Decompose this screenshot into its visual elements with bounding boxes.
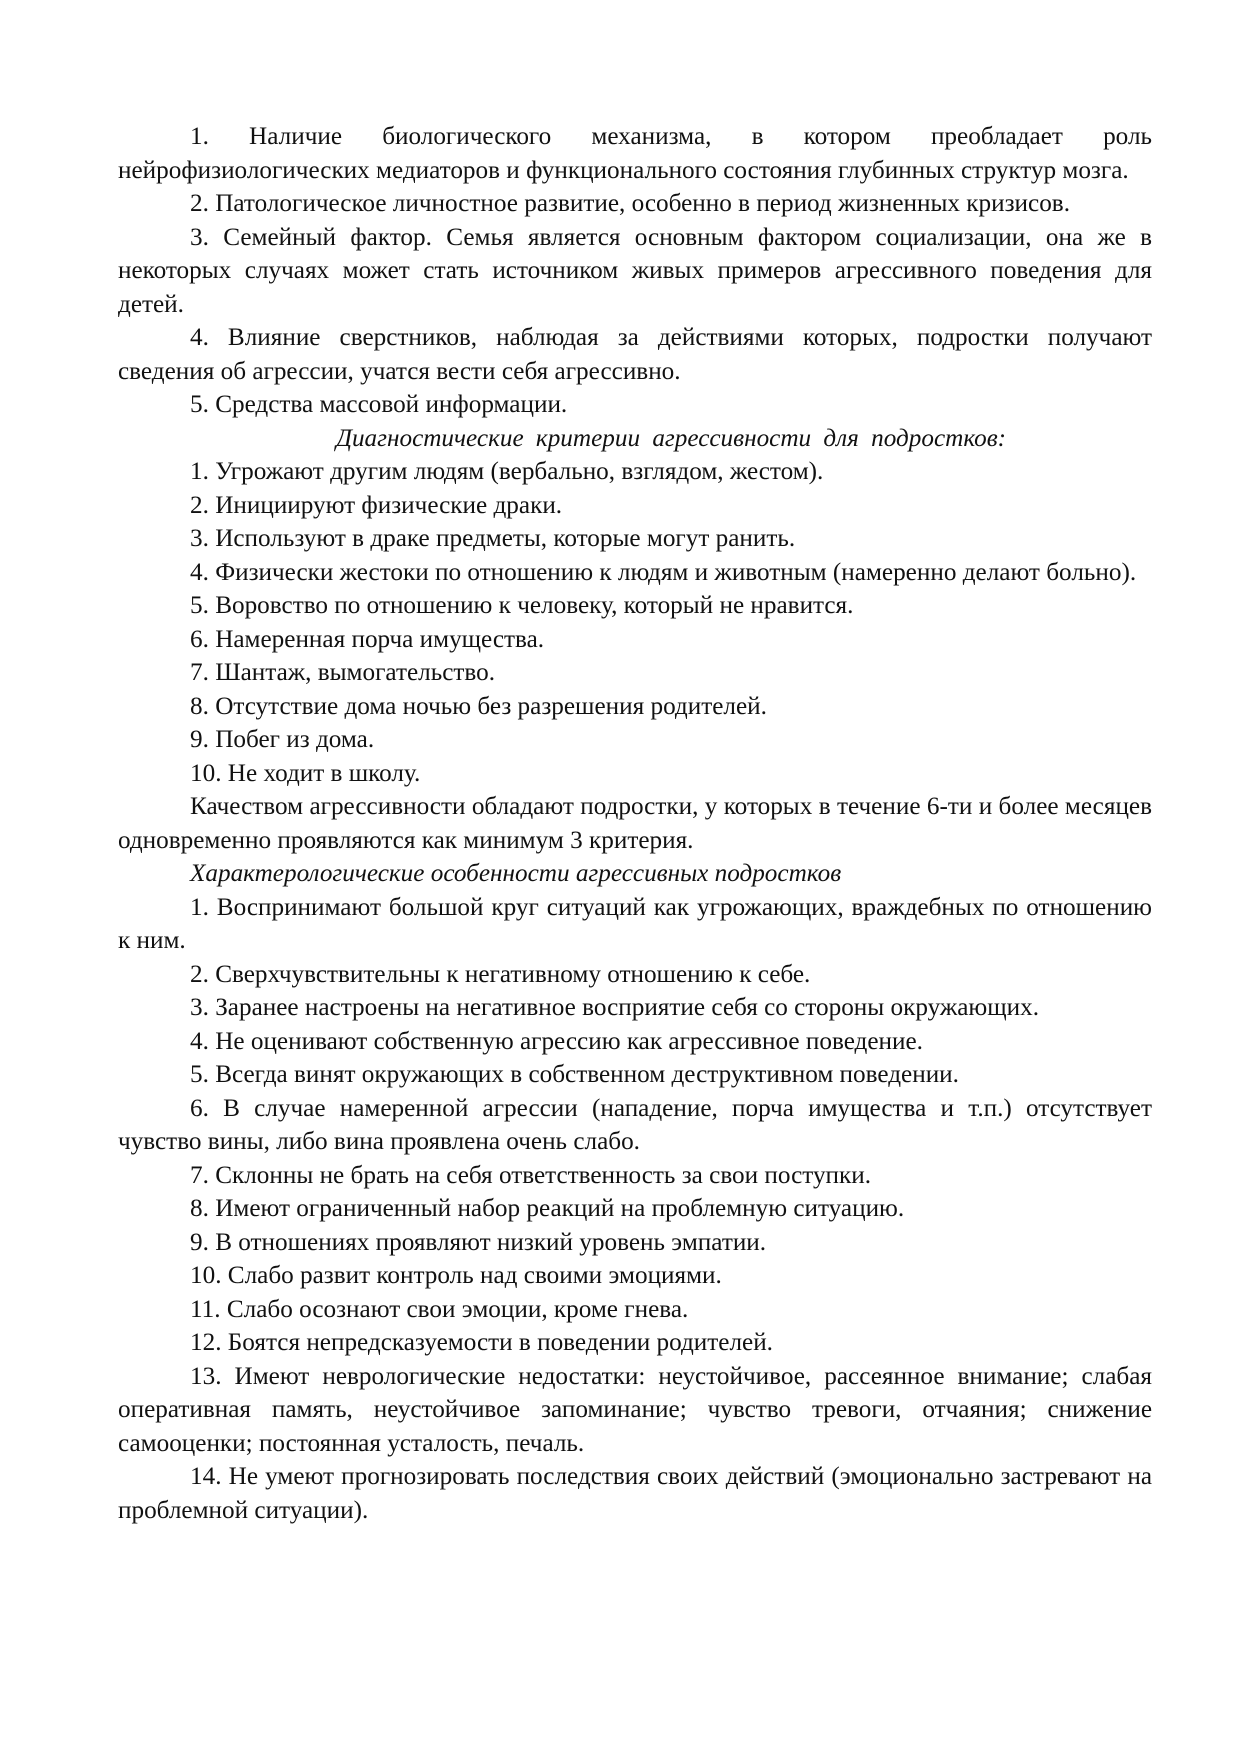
trait-item: 5. Всегда винят окружающих в собственном деструктивном поведении. (190, 1061, 959, 1088)
traits-heading: Характерологические особенности агрессивных подростков (190, 860, 842, 887)
criteria-item: 6. Намеренная порча имущества. (190, 625, 545, 653)
criteria-item: 9. Побег из дома. (190, 726, 375, 753)
trait-item: 6. В случае намеренной агрессии (нападение, порча имущества и т.п.) отсутствует чувство вины, либо вина проявлена очень слабо. (118, 1094, 1152, 1155)
criteria-note: Качеством агрессивности обладают подростки, у которых в течение 6-ти и более месяцев одновременно проявляются как минимум 3 критерия. (118, 793, 1152, 854)
trait-item: 9. В отношениях проявляют низкий уровень эмпатии. (190, 1228, 767, 1256)
trait-item: 13. Имеют неврологические недостатки: неустойчивое, рассеянное внимание; слабая оперативная память, неустойчивое запоминание; чувство тревоги, отчаяния; снижение самооценки; постоянная усталость, печаль. (118, 1362, 1152, 1457)
trait-item: 7. Склонны не брать на себя ответственность за свои поступки. (190, 1161, 872, 1189)
criteria-item: 3. Используют в драке предметы, которые могут ранить. (190, 525, 796, 552)
trait-item: 1. Воспринимают большой круг ситуаций как угрожающих, враждебных по отношению к ним. (118, 893, 1152, 954)
trait-item: 8. Имеют ограниченный набор реакций на проблемную ситуацию. (190, 1195, 905, 1222)
trait-item: 4. Не оценивают собственную агрессию как агрессивное поведение. (190, 1027, 923, 1055)
criteria-item: 4. Физически жестоки по отношению к людям и животным (намеренно делают больно). (190, 558, 1137, 586)
criteria-heading: Диагностические критерии агрессивности для подростков: (335, 424, 1007, 452)
factor-paragraph: 5. Средства массовой информации. (190, 391, 568, 418)
factor-paragraph: 2. Патологическое личностное развитие, особенно в период жизненных кризисов. (190, 190, 1070, 217)
factor-paragraph: 4. Влияние сверстников, наблюдая за действиями которых, подростки получают сведения об агрессии, учатся вести себя агрессивно. (118, 324, 1152, 385)
trait-item: 3. Заранее настроены на негативное восприятие себя со стороны окружающих. (190, 994, 1040, 1021)
criteria-item: 2. Инициируют физические драки. (190, 491, 563, 519)
criteria-item: 5. Воровство по отношению к человеку, который не нравится. (190, 592, 854, 619)
document-page (118, 120, 1152, 1527)
trait-item: 2. Сверхчувствительны к негативному отношению к себе. (190, 960, 811, 988)
criteria-item: 8. Отсутствие дома ночью без разрешения родителей. (190, 692, 767, 720)
trait-item: 11. Слабо осознают свои эмоции, кроме гнева. (190, 1295, 689, 1323)
trait-item: 14. Не умеют прогнозировать последствия своих действий (эмоционально застревают на проблемной ситуации). (118, 1463, 1152, 1524)
criteria-item: 1. Угрожают другим людям (вербально, взглядом, жестом). (190, 458, 824, 485)
criteria-item: 10. Не ходит в школу. (190, 759, 421, 787)
criteria-item: 7. Шантаж, вымогательство. (190, 659, 495, 686)
factor-paragraph: 3. Семейный фактор. Семья является основным фактором социализации, она же в некоторых случаях может стать источником живых примеров агрессивного поведения для детей. (118, 223, 1152, 318)
trait-item: 12. Боятся непредсказуемости в поведении родителей. (190, 1329, 773, 1356)
trait-item: 10. Слабо развит контроль над своими эмоциями. (190, 1262, 722, 1289)
factor-paragraph: 1. Наличие биологического механизма, в котором преобладает роль нейрофизиологических медиаторов и функционального состояния глубинных структур мозга. (118, 123, 1152, 184)
